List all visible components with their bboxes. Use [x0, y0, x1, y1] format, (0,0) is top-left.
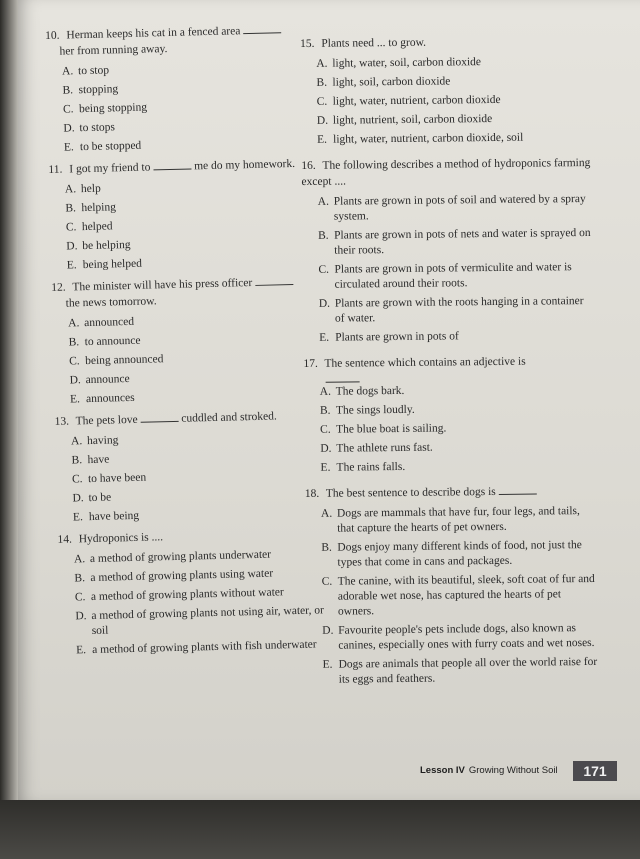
option-b[interactable] [49, 195, 319, 217]
option-c[interactable] [50, 214, 320, 236]
option-text: helped [81, 220, 113, 234]
question-stem [57, 525, 327, 548]
option-letter: A. [317, 195, 329, 208]
option-letter: C. [316, 95, 328, 108]
option-letter: B. [316, 76, 328, 89]
option-c[interactable] [56, 466, 326, 488]
question-10 [45, 21, 318, 156]
option-text: to stop [77, 64, 110, 78]
question-number: 18. [304, 487, 320, 500]
option-d[interactable] [301, 111, 593, 129]
option-letter: C. [65, 221, 77, 234]
option-b[interactable] [53, 329, 323, 351]
option-text: Dogs are animals that people all over the world raise for its eggs and feathers. [338, 655, 598, 686]
lesson-caption [420, 765, 558, 776]
option-letter: E. [322, 658, 333, 671]
option-a[interactable] [305, 504, 597, 537]
option-text: to have been [87, 471, 147, 486]
option-letter: D. [320, 442, 332, 455]
option-text: The dogs bark. [335, 384, 405, 398]
option-letter: D. [322, 624, 334, 637]
page-footer [420, 761, 620, 783]
stem-text: Herman keeps his cat in a fenced area [66, 25, 241, 42]
stem-text: The best sentence to describe dogs is [325, 485, 496, 500]
option-e[interactable] [48, 134, 318, 156]
option-a[interactable] [55, 428, 325, 450]
option-e[interactable] [51, 252, 321, 274]
desk-surface [0, 800, 640, 859]
option-text: The rains falls. [336, 460, 406, 474]
option-b[interactable] [305, 538, 597, 571]
question-12 [51, 273, 324, 408]
option-letter: B. [62, 84, 74, 97]
question-number: 12. [51, 281, 66, 294]
option-letter: A. [68, 317, 80, 330]
option-text: being helped [82, 257, 143, 272]
option-letter: C. [74, 591, 86, 604]
stem-text: I got my friend to [69, 161, 151, 176]
question-stem [48, 155, 318, 178]
answer-blank [499, 493, 537, 495]
option-letter: D. [66, 240, 78, 253]
option-text: The blue boat is sailing. [336, 422, 447, 436]
stem-tail: me do my homework. [193, 157, 296, 173]
option-text: light, water, nutrient, carbon dioxide [332, 93, 501, 108]
option-letter: E. [66, 259, 77, 272]
option-text: Plants are grown in pots of nets and water is sprayed on their roots. [334, 226, 591, 257]
question-18 [305, 483, 599, 688]
option-text: to be [88, 491, 112, 505]
option-text: Plants are grown in pots of [335, 330, 459, 344]
option-letter: C. [320, 423, 331, 436]
option-letter: C. [318, 263, 330, 276]
question-number: 16. [301, 159, 316, 172]
option-a[interactable] [58, 546, 328, 568]
option-letter: D. [72, 492, 84, 505]
option-letter: A. [70, 435, 83, 448]
option-e[interactable] [304, 458, 596, 476]
option-text: announced [84, 315, 135, 330]
option-text: The canine, with its beautiful, sleek, soft coat of fur and adorable wet nose, has captured the hearts of pet owners. [337, 572, 595, 618]
answer-blank [326, 373, 360, 382]
lesson-label: Lesson IV [420, 765, 465, 776]
question-number: 13. [54, 415, 70, 428]
option-letter: D. [63, 122, 75, 135]
option-letter: E. [319, 331, 330, 344]
option-text: help [80, 182, 101, 196]
option-text: being stopping [78, 101, 148, 116]
option-text: to announce [84, 334, 141, 349]
option-text: to be stopped [79, 139, 142, 154]
option-letter: E. [76, 644, 87, 657]
option-text: Plants are grown in pots of vermiculite and water is circulated around their roots. [334, 261, 572, 291]
option-text: having [86, 434, 119, 448]
question-stem [303, 353, 595, 383]
option-letter: B. [71, 454, 83, 467]
option-b[interactable] [304, 401, 596, 419]
option-a[interactable] [302, 192, 594, 225]
option-letter: B. [74, 572, 86, 585]
option-letter: D. [75, 610, 87, 623]
question-16 [301, 155, 595, 346]
option-text: have being [88, 509, 140, 524]
option-text: light, water, soil, carbon dioxide [332, 56, 482, 70]
stem-text: Hydroponics is .... [78, 531, 164, 546]
option-letter: E. [69, 393, 81, 406]
option-c[interactable] [47, 96, 317, 118]
page-number: 171 [573, 761, 617, 781]
option-text: Plants are grown with the roots hanging in a container of water. [334, 295, 584, 325]
option-text: a method of growing plants underwater [89, 548, 272, 566]
option-d[interactable] [56, 485, 326, 507]
option-letter: C. [62, 103, 74, 116]
question-11 [48, 155, 321, 274]
option-c[interactable] [53, 348, 323, 370]
question-stem [54, 407, 324, 430]
option-text: a method of growing plants with fish underwater [92, 638, 317, 657]
option-c[interactable] [301, 92, 593, 110]
answer-blank [141, 420, 179, 423]
answer-blank [255, 283, 293, 286]
option-c[interactable] [306, 572, 598, 620]
option-b[interactable] [302, 226, 594, 259]
option-letter: A. [316, 57, 328, 70]
option-letter: D. [318, 297, 331, 310]
option-text: a method of growing plants using water [90, 567, 274, 585]
option-c[interactable] [302, 260, 594, 293]
option-letter: A. [64, 183, 77, 196]
option-b[interactable] [46, 77, 316, 99]
question-stem [45, 21, 316, 60]
stem-text: The following describes a method of hydroponics farming except .... [301, 156, 591, 188]
option-text: light, soil, carbon dioxide [332, 75, 451, 89]
question-14 [57, 525, 330, 659]
option-text: Plants are grown in pots of soil and watered by a spray system. [333, 193, 586, 223]
option-letter: B. [318, 229, 329, 242]
question-number: 17. [303, 357, 318, 370]
option-d[interactable] [306, 621, 598, 654]
option-letter: D. [69, 374, 81, 387]
answer-blank [243, 31, 281, 34]
option-b[interactable] [58, 565, 328, 587]
option-text: light, nutrient, soil, carbon dioxide [332, 112, 493, 127]
option-text: Dogs enjoy many different kinds of food, not just the types that come in cans and packages. [337, 539, 582, 569]
option-text: a method of growing plants without water [90, 586, 284, 604]
option-c[interactable] [59, 584, 329, 606]
option-text: Dogs are mammals that have fur, four legs, and tails, that capture the hearts of pet owners. [336, 505, 580, 535]
option-d[interactable] [59, 603, 330, 640]
option-d[interactable] [53, 367, 323, 389]
question-stem [305, 483, 597, 502]
right-column [300, 33, 599, 692]
option-d[interactable] [304, 439, 596, 457]
option-d[interactable] [50, 233, 320, 255]
option-letter: E. [72, 511, 84, 524]
option-text: be helping [82, 238, 131, 253]
option-e[interactable] [303, 328, 595, 346]
option-text: announce [85, 373, 130, 387]
option-b[interactable] [300, 73, 592, 91]
option-e[interactable] [307, 655, 599, 688]
question-stem [301, 155, 593, 190]
option-letter: E. [63, 141, 74, 154]
option-a[interactable] [49, 176, 319, 198]
option-a[interactable] [46, 58, 316, 80]
option-text: helping [81, 201, 117, 215]
option-text: have [87, 453, 110, 467]
option-e[interactable] [54, 386, 324, 408]
left-column [45, 21, 330, 662]
stem-tail: her from running away. [59, 43, 168, 58]
option-letter: B. [319, 404, 331, 417]
option-letter: C. [321, 575, 333, 588]
question-stem [300, 33, 592, 52]
option-letter: B. [68, 336, 80, 349]
option-letter: C. [71, 473, 83, 486]
option-text: announces [85, 391, 135, 406]
option-e[interactable] [57, 504, 327, 526]
option-letter: A. [61, 65, 74, 78]
option-text: stopping [78, 83, 119, 97]
question-number: 14. [57, 533, 73, 546]
question-13 [54, 407, 327, 526]
option-e[interactable] [301, 130, 593, 148]
option-text: being announced [85, 353, 164, 368]
book-spine-shadow [0, 0, 18, 800]
option-text: The sings loudly. [335, 403, 415, 417]
question-17 [303, 353, 596, 476]
option-letter: B. [65, 202, 77, 215]
option-text: to stops [79, 121, 116, 135]
lesson-title: Growing Without Soil [468, 765, 558, 776]
option-letter: D. [316, 114, 329, 127]
option-letter: A. [73, 553, 86, 566]
option-text: light, water, nutrient, carbon dioxide, soil [333, 131, 524, 146]
option-text: The athlete runs fast. [336, 441, 433, 455]
option-a[interactable] [52, 310, 322, 332]
option-letter: C. [69, 355, 80, 368]
stem-text: The pets love [75, 413, 138, 428]
stem-text: The sentence which contains an adjective is [324, 355, 526, 370]
question-number: 15. [300, 37, 315, 50]
option-b[interactable] [55, 447, 325, 469]
option-text: a method of growing plants not using air, water, or soil [91, 604, 325, 638]
option-letter: B. [321, 541, 332, 554]
option-e[interactable] [60, 637, 330, 659]
stem-tail: the news tomorrow. [65, 295, 157, 310]
option-letter: E. [320, 461, 331, 474]
option-letter: A. [319, 385, 331, 398]
option-letter: A. [320, 507, 333, 520]
option-d[interactable] [303, 294, 595, 327]
stem-text: The minister will have his press officer [72, 277, 253, 294]
option-text: Favourite people's pets include dogs, also known as canines, especially ones with furry coats and wet noses. [338, 622, 595, 652]
answer-blank [153, 167, 191, 170]
question-number: 11. [48, 163, 63, 176]
question-15 [300, 33, 593, 148]
option-c[interactable] [304, 420, 596, 438]
option-a[interactable] [304, 382, 596, 400]
question-stem [51, 273, 322, 312]
stem-tail: cuddled and stroked. [181, 410, 277, 425]
stem-text: Plants need ... to grow. [321, 36, 427, 50]
option-d[interactable] [47, 115, 317, 137]
question-number: 10. [45, 29, 60, 42]
option-letter: E. [317, 133, 328, 146]
option-a[interactable] [300, 54, 592, 72]
